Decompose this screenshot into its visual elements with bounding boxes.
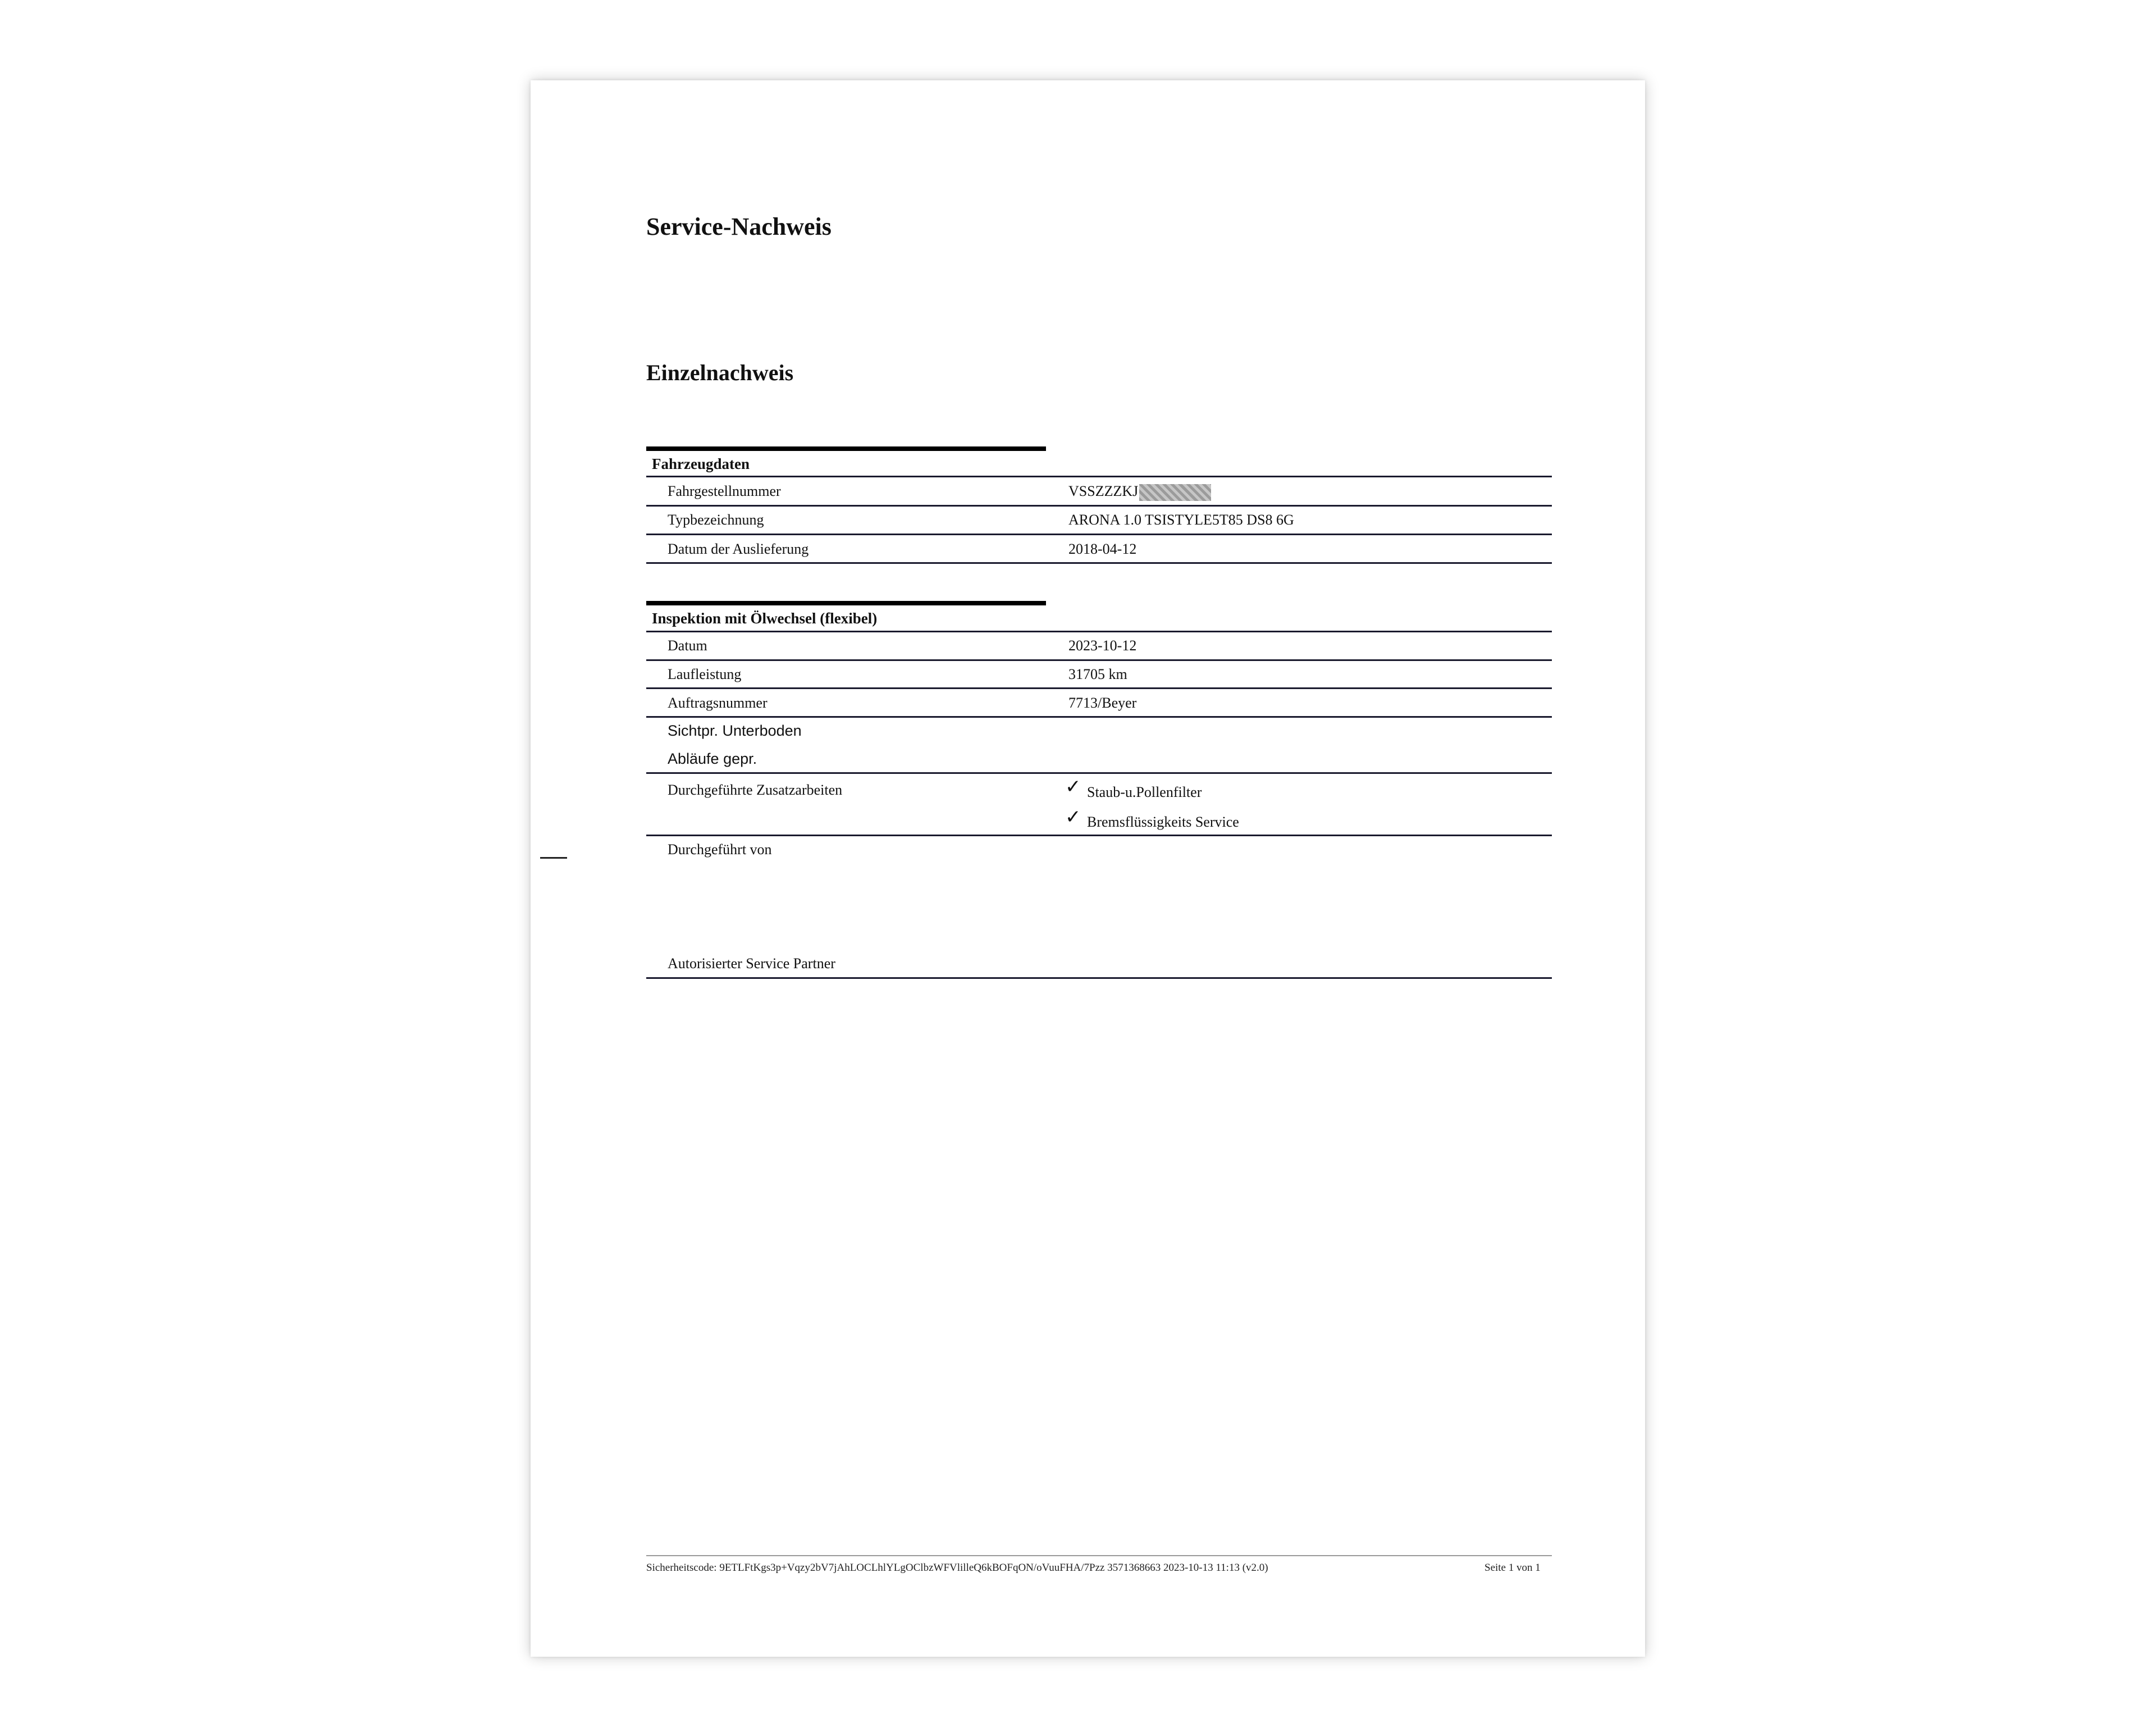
row-divider (646, 716, 1552, 718)
date-value: 2023-10-12 (1068, 637, 1137, 654)
vin-value: VSSZZZKJ (1068, 483, 1139, 499)
delivery-date-label: Datum der Auslieferung (668, 541, 809, 557)
section-bar (646, 446, 1046, 451)
row-divider (646, 631, 1552, 632)
extra-work-label: Durchgeführte Zusatzarbeiten (668, 782, 843, 798)
mileage-value: 31705 km (1068, 666, 1127, 682)
type-label: Typbezeichnung (668, 512, 764, 528)
redacted-block (1139, 484, 1211, 501)
checkmark-icon: ✓ (1065, 806, 1081, 828)
drains-check-label: Abläufe gepr. (668, 750, 757, 767)
checkmark-icon: ✓ (1065, 776, 1081, 798)
page-number: Seite 1 von 1 (1484, 1562, 1541, 1574)
document-title: Service-Nachweis (646, 213, 832, 240)
row-divider (646, 505, 1552, 507)
inspection-heading: Inspektion mit Ölwechsel (flexibel) (652, 610, 878, 627)
row-divider (646, 687, 1552, 689)
document-subtitle: Einzelnachweis (646, 360, 794, 385)
date-label: Datum (668, 637, 707, 654)
vin-value-wrap (1068, 483, 1211, 501)
mileage-label: Laufleistung (668, 666, 742, 682)
inspection-section (646, 601, 1552, 983)
vehicle-section (646, 446, 1552, 567)
performed-by-label: Durchgeführt von (668, 841, 772, 858)
extra-work-item: Staub-u.Pollenfilter (1087, 784, 1202, 800)
extra-work-item: Bremsflüssigkeits Service (1087, 814, 1239, 830)
footer-rule (646, 1555, 1552, 1556)
row-divider (646, 659, 1552, 661)
section-bar (646, 601, 1046, 605)
margin-mark (540, 857, 567, 859)
security-code: Sicherheitscode: 9ETLFtKgs3p+Vqzy2bV7jAhLOCLhlYLgOClbzWFVlilleQ6kBOFqON/oVuuFHA/7Pzz 3571368663 2023-10-13 11:13 (v2.0) (646, 1562, 1268, 1574)
row-divider (646, 835, 1552, 836)
service-partner-label: Autorisierter Service Partner (668, 955, 835, 972)
order-number-value: 7713/Beyer (1068, 695, 1137, 711)
order-number-label: Auftragsnummer (668, 695, 768, 711)
row-divider (646, 772, 1552, 774)
vehicle-heading: Fahrzeugdaten (652, 455, 750, 472)
vin-label: Fahrgestellnummer (668, 483, 781, 499)
delivery-date-value: 2018-04-12 (1068, 541, 1137, 557)
row-divider (646, 534, 1552, 535)
row-divider (646, 476, 1552, 477)
underbody-check-label: Sichtpr. Unterboden (668, 722, 802, 739)
row-divider (646, 977, 1552, 979)
row-divider (646, 562, 1552, 564)
type-value: ARONA 1.0 TSISTYLE5T85 DS8 6G (1068, 512, 1294, 528)
